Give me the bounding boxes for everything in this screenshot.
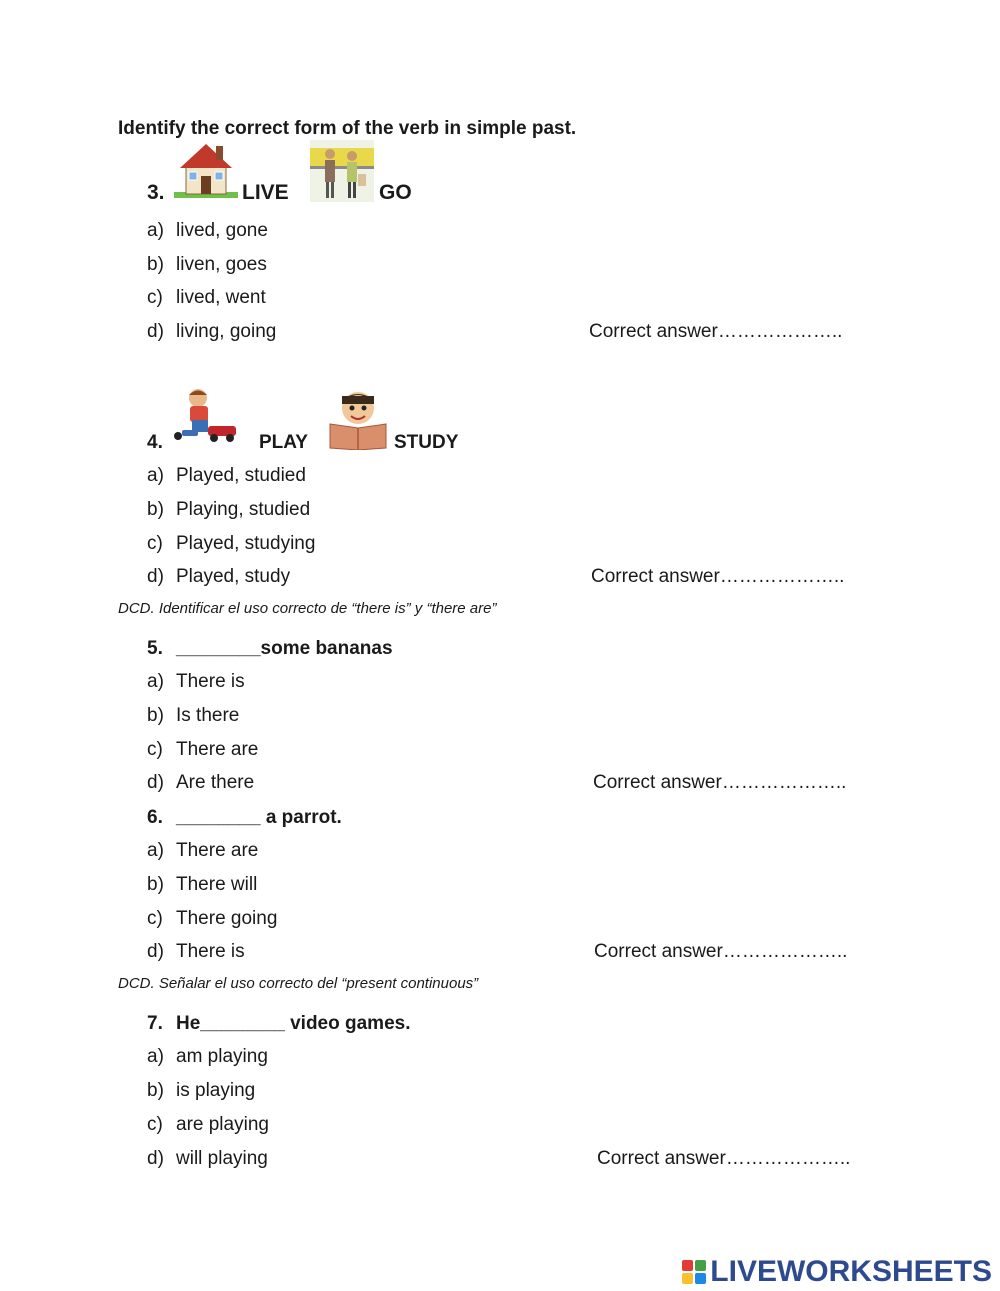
option-b: b) liven, goes — [147, 254, 267, 275]
option-d: d) There is — [147, 941, 245, 962]
option-d: d) living, going — [147, 321, 277, 342]
logo-blocks-icon — [682, 1260, 706, 1284]
correct-answer-field[interactable]: Correct answer……………….. — [593, 772, 847, 793]
verb-play: PLAY — [259, 432, 308, 453]
correct-answer-field[interactable]: Correct answer……………….. — [597, 1148, 851, 1169]
option-a: a) lived, gone — [147, 220, 268, 241]
option-d: d) Are there — [147, 772, 255, 793]
option-b: b) Is there — [147, 705, 240, 726]
option-a: a) There is — [147, 671, 245, 692]
option-d: d) Played, study — [147, 566, 291, 587]
option-c: c) are playing — [147, 1114, 269, 1135]
correct-answer-field[interactable]: Correct answer……………….. — [594, 941, 848, 962]
boy-playing-toy-car-image — [172, 386, 242, 446]
liveworksheets-logo[interactable] — [682, 1255, 992, 1289]
correct-answer-field[interactable]: Correct answer……………….. — [591, 566, 845, 587]
house-image — [174, 140, 238, 200]
question-number: 6. — [147, 807, 163, 828]
dcd-note: DCD. Señalar el uso correcto del “present continuous” — [118, 975, 479, 992]
option-c: c) There are — [147, 739, 259, 760]
option-a: a) There are — [147, 840, 259, 861]
instruction-heading: Identify the correct form of the verb in simple past. — [118, 118, 577, 139]
correct-answer-field[interactable]: Correct answer……………….. — [589, 321, 843, 342]
option-c: c) Played, studying — [147, 533, 316, 554]
question-prompt: ________ a parrot. — [176, 807, 342, 828]
boy-reading-book-image — [328, 388, 388, 450]
verb-live: LIVE — [242, 181, 289, 204]
logo-text: LIVEWORKSHEETS — [710, 1255, 992, 1288]
option-b: b) Playing, studied — [147, 499, 311, 520]
question-number: 7. — [147, 1013, 163, 1034]
question-prompt: He________ video games. — [176, 1013, 411, 1034]
option-b: b) is playing — [147, 1080, 256, 1101]
option-b: b) There will — [147, 874, 258, 895]
question-number: 3. — [147, 181, 165, 204]
people-walking-image — [310, 140, 374, 202]
verb-study: STUDY — [394, 432, 459, 453]
dcd-note: DCD. Identificar el uso correcto de “there is” y “there are” — [118, 600, 497, 617]
option-c: c) There going — [147, 908, 278, 929]
question-number: 5. — [147, 638, 163, 659]
verb-go: GO — [379, 181, 412, 204]
option-a: a) Played, studied — [147, 465, 306, 486]
question-prompt: ________some bananas — [176, 638, 393, 659]
option-c: c) lived, went — [147, 287, 266, 308]
option-d: d) will playing — [147, 1148, 268, 1169]
option-a: a) am playing — [147, 1046, 268, 1067]
question-number: 4. — [147, 432, 163, 453]
